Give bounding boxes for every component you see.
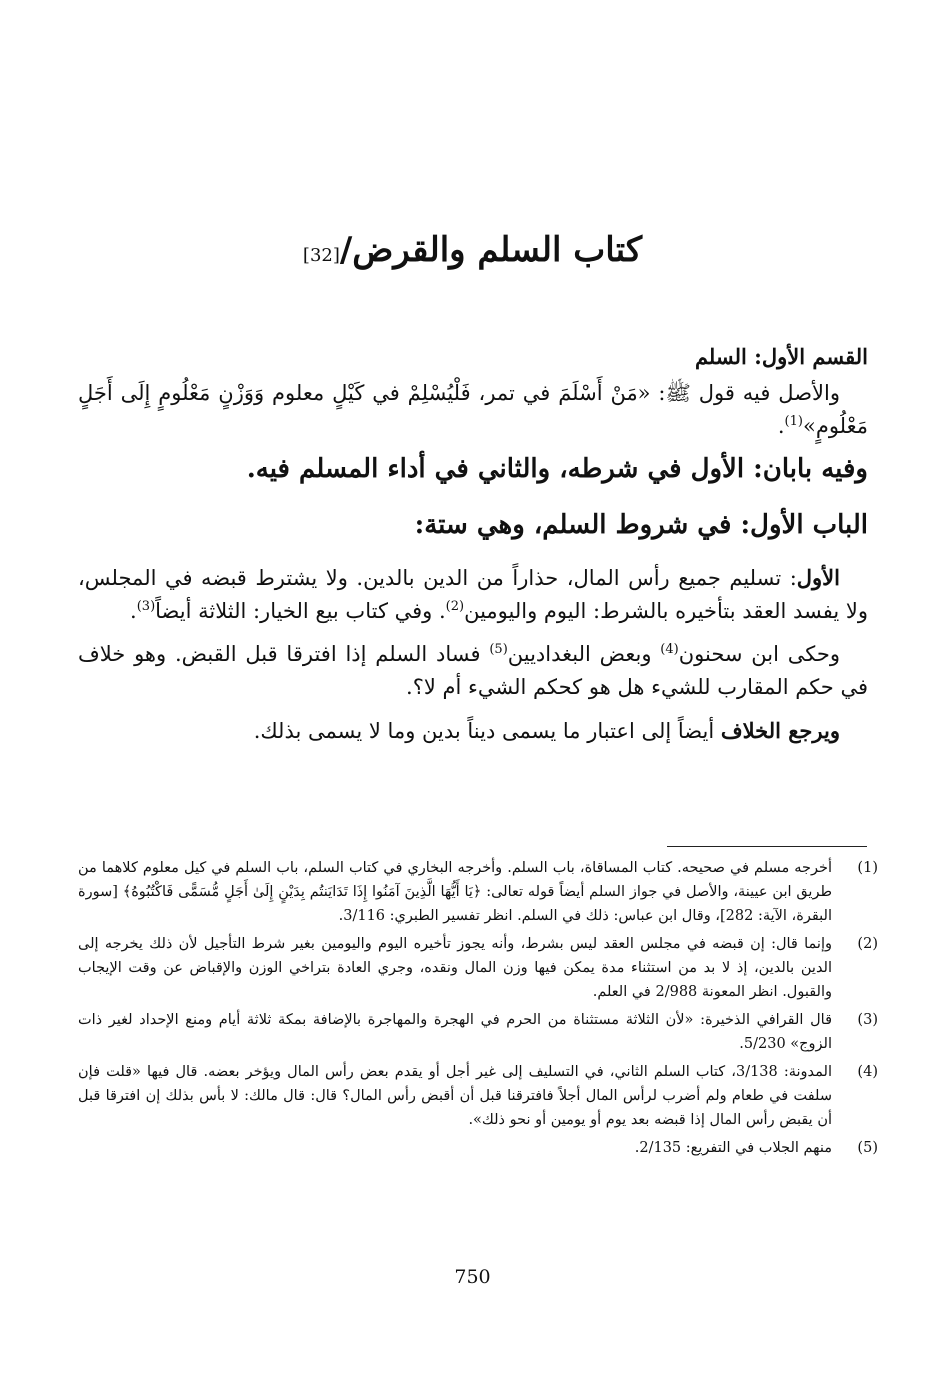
page-title [0, 228, 945, 278]
dispute-rest: أيضاً إلى اعتبار ما يسمى ديناً بدين وما لا يسمى بذلك. [253, 719, 721, 743]
paragraph-hadith [78, 377, 868, 443]
dispute-text: فساد السلم إذا افترقا قبل القبض. وهو خلاف في حكم المقارب للشيء هل هو كحكم الشيء أم لا؟. [78, 642, 868, 699]
footnote-ref-4: (4) [660, 642, 679, 657]
period: . [777, 414, 785, 438]
footnote-number: (4) [857, 1064, 878, 1080]
paragraph-first-condition [78, 561, 868, 628]
paragraph-ibn-sahnun [78, 638, 868, 704]
hadith-text: والأصل فيه قول ﷺ: «مَنْ أَسْلَمَ في تمر، فَلْيُسْلِمْ في كَيْلٍ معلوم وَوَزْنٍ مَعْلُومٍ إِلَى أَجَلٍ مَعْلُومٍ» [78, 381, 868, 438]
section-heading: القسم الأول: السلم [694, 344, 868, 369]
footnote-ref-3: (3) [136, 599, 156, 614]
footnote-ref-1: (1) [784, 414, 803, 429]
footnote-text: وإنما قال: إن قبضه في مجلس العقد ليس بشرط، وأنه يجوز تأخيره اليوم واليومين بغير شرط التأجيل لأن ذلك يخرجه إلى الدين بالدين، إذ لا بد من استثناء مدة يمكن فيها وزن المال ونقده، وجري العادة بتراخي الوزن والإقباض عن وقت الإيجاب والقبول. انظر المعونة 2/988 في العلم. [78, 936, 832, 1000]
footnote-text: منهم الجلاب في التفريع: 2/135. [634, 1140, 832, 1156]
footnote-ref-2: (2) [445, 599, 465, 614]
footnote-text: أخرجه مسلم في صحيحه. كتاب المساقاة، باب السلم. وأخرجه البخاري في كتاب السلم، باب السلم في كيل معلوم كلاهما من طريق ابن عيينة، والأصل في جواز السلم أيضاً قوله تعالى: ﴿يَا أَيُّهَا الَّذِينَ آمَنُوا إِذَا تَدَايَنتُم بِدَيْنٍ إِلَىٰ أَجَلٍ مُّسَمًّى فَاكْتُبُوهُ﴾ [سورة البقرة، الآية: 282]، وقال ابن عباس: ذلك في السلم. انظر تفسير الطبري: 3/116. [78, 860, 832, 924]
main-text [78, 340, 868, 748]
page-number: 750 [454, 1266, 491, 1288]
footnote-item [78, 932, 878, 1004]
footnote-number: (3) [857, 1012, 878, 1028]
footnote-number: (2) [857, 936, 878, 952]
paragraph-dispute [78, 714, 868, 748]
chapters-heading: وفيه بابان: الأول في شرطه، والثاني في أداء المسلم فيه. [246, 454, 868, 484]
footnote-item [78, 1136, 878, 1160]
footnote-item [78, 1060, 878, 1132]
baghdadis-text: وبعض البغداديين [507, 642, 661, 666]
dispute-lead: ويرجع الخلاف [720, 718, 840, 743]
title-text: كتاب السلم والقرض/ [339, 230, 643, 270]
first-label: الأول [796, 565, 840, 590]
footnote-item [78, 856, 878, 928]
title-reference: [32] [302, 245, 340, 266]
footnotes [78, 856, 878, 1164]
footnote-ref-5: (5) [489, 642, 508, 657]
ibn-sahnun-text: وحكى ابن سحنون [678, 642, 840, 666]
footnote-number: (5) [857, 1140, 878, 1156]
footnote-text: المدونة: 3/138، كتاب السلم الثاني، في التسليف إلى غير أجل أو يقدم بعض رأس المال ويؤخر بعضه. قال فيها «قلت فإن سلفت في طعام ولم أضرب لرأس المال أجلاً فافترقنا قبل أن أقبض رأس المال؟ قال: قال مالك: لا بأس بذلك إن افترقا قبل أن يقبض رأس المال إذا قبضه بعد يوم أو يومين أو نحو ذلك». [78, 1064, 832, 1128]
first-condition-text: : تسليم جميع رأس المال، حذاراً من الدين بالدين. ولا يشترط قبضه في المجلس، ولا يفسد العقد بتأخيره بالشرط: اليوم واليومين [78, 566, 868, 623]
footnote-number: (1) [857, 860, 878, 876]
footnote-item [78, 1008, 878, 1056]
chapter-one-heading: الباب الأول: في شروط السلم، وهي ستة: [414, 510, 868, 540]
period: . [130, 599, 137, 623]
first-condition-text-2: . وفي كتاب بيع الخيار: الثلاثة أيضاً [155, 599, 446, 623]
footnote-divider [667, 846, 867, 847]
footnote-text: قال القرافي الذخيرة: «لأن الثلاثة مستثناة من الحرم في الهجرة والمهاجرة بالإضافة بمكة ثلاثة أيام ومنع الإحداد لغير ذات الزوج» 5/230. [78, 1012, 832, 1052]
